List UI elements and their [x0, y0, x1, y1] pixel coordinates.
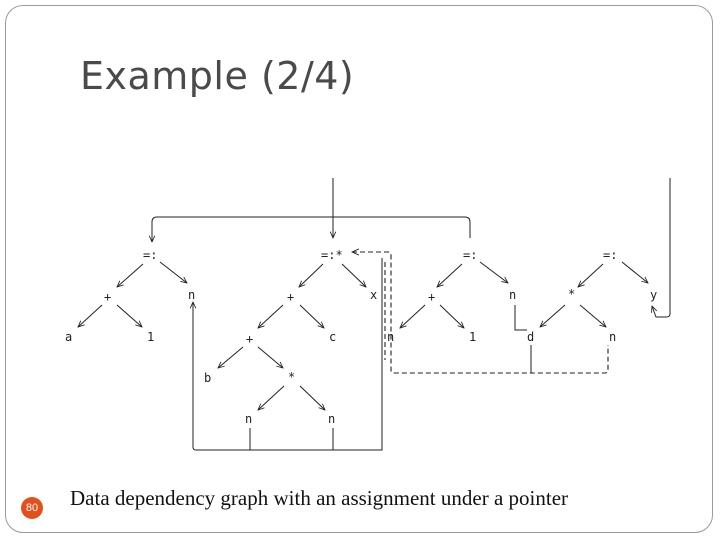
- node-assign4: =:: [603, 248, 618, 262]
- edge-plus1-one1: [117, 305, 142, 327]
- node-plus1: +: [104, 290, 112, 304]
- node-times1: *: [288, 370, 296, 384]
- graph-nodes: [65, 248, 657, 426]
- slide-title: Example (2/4): [80, 54, 355, 98]
- node-one2: 1: [469, 330, 477, 344]
- edge-times1-n3: [300, 386, 325, 410]
- node-assign1: =:: [143, 248, 158, 262]
- node-assign2: =:*: [321, 248, 343, 262]
- node-c1: c: [329, 330, 337, 344]
- edge-plus3-times1: [258, 347, 283, 368]
- node-assign3: =:: [463, 248, 478, 262]
- edge-plus4-one2: [440, 305, 464, 328]
- slide-number-badge: 80: [21, 497, 43, 519]
- edge-times2-d1: [540, 305, 565, 327]
- node-plus4: +: [428, 290, 436, 304]
- node-n5: n: [509, 288, 517, 302]
- edge-assign4-y1: [622, 262, 648, 283]
- top-bracket-edge: [152, 217, 470, 242]
- node-n6: n: [609, 330, 617, 344]
- node-d1: d: [527, 330, 535, 344]
- edge-plus3-b1: [218, 347, 243, 368]
- node-plus3: +: [246, 332, 254, 346]
- node-one1: 1: [147, 330, 155, 344]
- node-times2: *: [568, 287, 576, 301]
- node-y1: y: [650, 288, 658, 302]
- node-n4: n: [387, 330, 395, 344]
- node-n1: n: [188, 288, 196, 302]
- slide-caption: Data dependency graph with an assignment under a pointer: [70, 486, 569, 510]
- edge-n5-d1: [515, 305, 527, 330]
- edge-plus2-c1: [300, 305, 324, 328]
- edge-plus4-n4: [400, 305, 425, 328]
- edge-times1-n2: [258, 386, 284, 410]
- edge-assign4-times2: [578, 264, 603, 287]
- node-n2: n: [245, 412, 253, 426]
- edge-times2-n6: [580, 305, 606, 327]
- node-x1: x: [370, 288, 378, 302]
- node-n3: n: [328, 412, 336, 426]
- node-a1: a: [65, 330, 73, 344]
- edge-assign2-x1: [342, 264, 366, 287]
- edge-assign3-plus4: [437, 264, 462, 287]
- edge-plus1-a1: [78, 305, 102, 327]
- node-plus2: +: [287, 290, 295, 304]
- edge-assign3-n5: [480, 262, 508, 283]
- edge-assign2-plus2: [299, 264, 323, 287]
- edge-assign1-n1: [160, 262, 187, 283]
- edge-assign1-plus1: [117, 264, 143, 287]
- pointer-dashed-edge: [352, 252, 608, 373]
- edge-plus2-plus3: [258, 305, 283, 328]
- node-b1: b: [204, 371, 212, 385]
